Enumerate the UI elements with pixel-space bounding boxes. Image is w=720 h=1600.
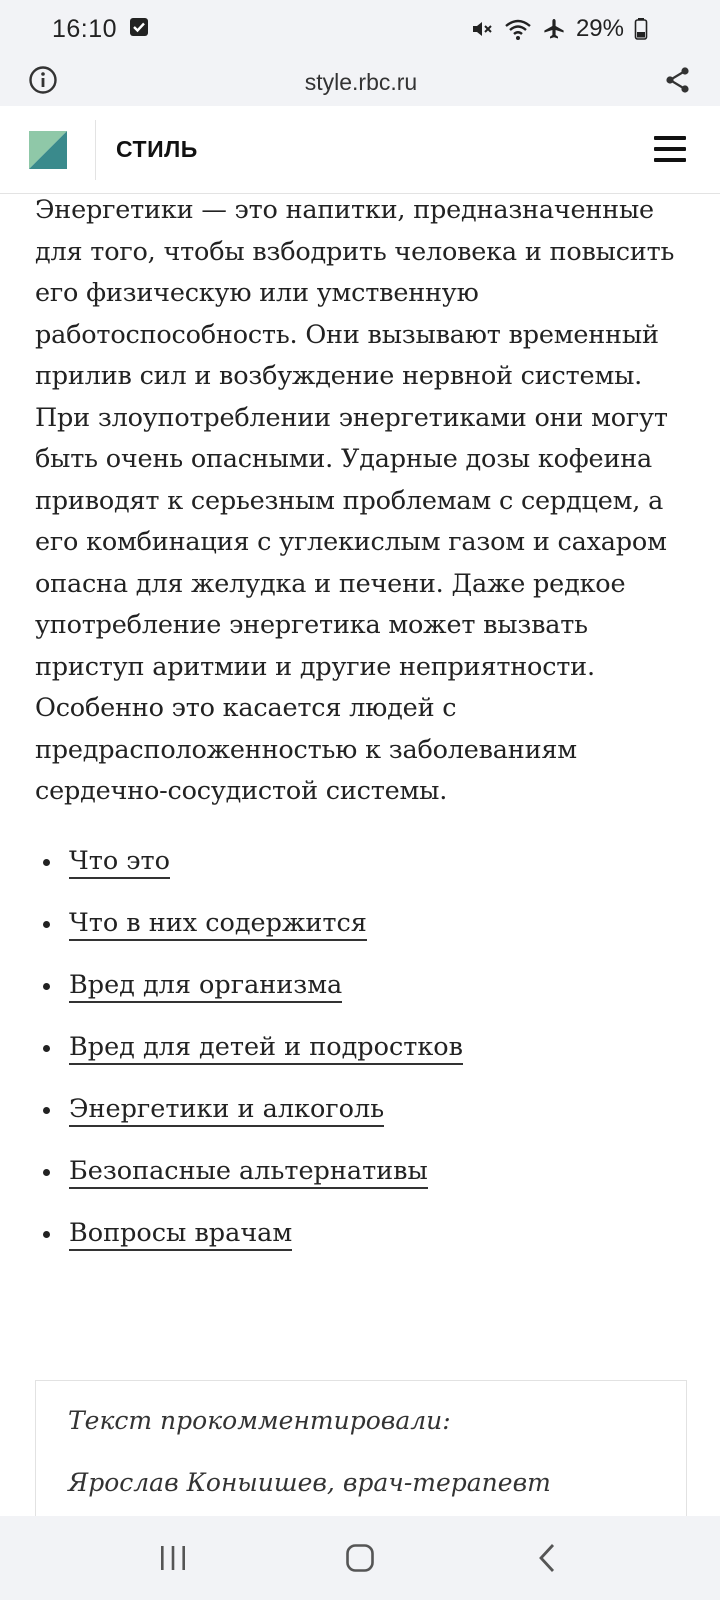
home-button[interactable] xyxy=(330,1528,390,1588)
share-icon[interactable] xyxy=(664,66,692,99)
toc-item xyxy=(69,1151,695,1191)
battery-label: 29% xyxy=(575,15,624,42)
checkbox-icon xyxy=(129,17,149,42)
airplane-icon xyxy=(542,17,566,41)
toc-link-alcohol[interactable]: Энергетики и алкоголь xyxy=(69,1094,384,1127)
article-paragraph: Энергетики — это напитки, предназначенные для того, чтобы взбодрить человека и повысить его физическую или умственную работоспособность. Они вызывают временный прилив сил и возбуждение нервной системы. При злоупотреблении энергетиками они могут быть очень опасными. Ударные дозы кофеина приводят к серьезным проблемам с сердцем, а его комбинация с углекислым газом и сахаром опасна для желудка и печени. Даже редкое употребление энергетика может вызвать приступ аритмии и другие неприятности. Особенно это касается людей с предрасположенностью к заболеваниям сердечно-сосудистой системы. xyxy=(35,195,675,806)
recent-apps-icon xyxy=(158,1544,188,1572)
info-icon[interactable] xyxy=(28,65,58,100)
menu-line-icon xyxy=(654,147,686,151)
toc-item xyxy=(69,1089,695,1129)
url-text[interactable]: style.rbc.ru xyxy=(304,68,418,95)
toc-item xyxy=(69,965,695,1005)
logo-icon xyxy=(29,131,67,169)
site-header xyxy=(0,106,720,194)
toc-item xyxy=(69,841,695,881)
menu-line-icon xyxy=(654,136,686,140)
hamburger-menu-button[interactable] xyxy=(654,136,686,162)
menu-line-icon xyxy=(654,158,686,162)
home-icon xyxy=(345,1543,375,1573)
battery-icon xyxy=(634,17,648,41)
toc-link-contents[interactable]: Что в них содержится xyxy=(69,908,367,941)
site-section-title[interactable]: СТИЛЬ xyxy=(116,136,198,162)
status-bar xyxy=(0,0,720,58)
comment-person: Ярослав Коныишев, врач-терапевт xyxy=(68,1468,551,1497)
toc-item xyxy=(69,1027,695,1067)
toc-item xyxy=(69,1213,695,1253)
back-button[interactable] xyxy=(517,1528,577,1588)
site-logo[interactable] xyxy=(0,120,96,180)
toc-link-alternatives[interactable]: Безопасные альтернативы xyxy=(69,1156,428,1189)
system-nav-bar xyxy=(0,1516,720,1600)
status-time: 16:10 xyxy=(52,14,118,43)
toc-link-what-is[interactable]: Что это xyxy=(69,846,170,879)
recent-apps-button[interactable] xyxy=(143,1528,203,1588)
back-icon xyxy=(536,1542,558,1574)
toc-link-questions[interactable]: Вопросы врачам xyxy=(69,1218,292,1251)
mute-icon xyxy=(470,17,494,41)
toc-item xyxy=(69,903,695,943)
toc-link-harm-body[interactable]: Вред для организма xyxy=(69,970,342,1003)
toc-link-harm-children[interactable]: Вред для детей и подростков xyxy=(69,1032,463,1065)
table-of-contents xyxy=(35,841,695,1253)
comment-heading: Текст прокомментировали: xyxy=(68,1406,451,1435)
wifi-icon xyxy=(504,17,532,41)
article-content xyxy=(35,190,695,1275)
browser-url-bar xyxy=(0,58,720,106)
